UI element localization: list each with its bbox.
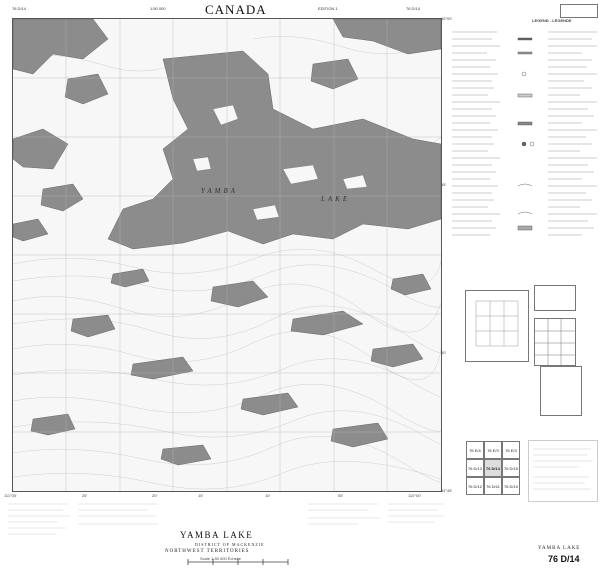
longitude-label-05: 05' (338, 493, 344, 498)
index-cell-se[interactable]: 76 D/10 (502, 477, 520, 495)
legend-title: LEGEND - LÉGENDE (532, 18, 572, 23)
latitude-label-bottom: 64°45' (441, 488, 453, 493)
index-cell-nw[interactable]: 76 E/4 (466, 441, 484, 459)
edition-label: EDITION 1 (318, 6, 338, 11)
territory-label: NORTHWEST TERRITORIES (165, 549, 250, 554)
index-cell-w[interactable]: 76 D/13 (466, 459, 484, 477)
district-label: DISTRICT OF MACKENZIE (195, 542, 265, 547)
map-name-right: YAMBA LAKE (538, 546, 581, 551)
lake-label-lake: LAKE (321, 195, 351, 203)
scale-label: Scale 1:50 000 Échelle (200, 556, 241, 561)
latitude-label-top: 65°00' (441, 16, 453, 21)
lake-label-yamba: YAMBA (201, 187, 239, 195)
index-cell-e[interactable]: 76 D/15 (502, 459, 520, 477)
legend-rows (452, 28, 598, 256)
topographic-map (13, 19, 441, 491)
index-cell-current: 76 D/14 (484, 459, 502, 477)
country-title: CANADA (205, 2, 267, 17)
sheet-number-left: 76 D/14 (12, 6, 27, 11)
scale-note: 1:50 000 (150, 6, 166, 11)
map-area[interactable] (12, 18, 442, 492)
latitude-label-55: 55' (441, 182, 447, 187)
longitude-label-right: 110°00' (408, 493, 422, 498)
grid-reference-box (465, 290, 529, 362)
adjoining-sheets-index (466, 441, 522, 497)
latitude-label-50: 50' (441, 350, 447, 355)
longitude-label-25: 25' (82, 493, 88, 498)
legend-panel (452, 18, 598, 258)
sheet-number-right: 76 D/14 (406, 6, 421, 11)
index-cell-s[interactable]: 76 D/11 (484, 477, 502, 495)
declination-box (560, 4, 598, 18)
map-name-title: YAMBA LAKE (180, 530, 254, 540)
notes-lines (529, 441, 597, 501)
declination-diagram-box (534, 318, 576, 366)
sheet-number-large: 76 D/14 (548, 554, 580, 564)
index-cell-n[interactable]: 76 E/3 (484, 441, 502, 459)
notes-box (528, 440, 598, 502)
declination-diagram (535, 319, 575, 365)
index-cell-sw[interactable]: 76 D/12 (466, 477, 484, 495)
utm-zone-box (534, 285, 576, 311)
longitude-label-10: 10' (265, 493, 271, 498)
grid-reference-diagram (466, 291, 528, 361)
reliability-diagram-box (540, 366, 582, 416)
longitude-label-left: 111°00' (4, 493, 17, 498)
longitude-label-20: 20' (152, 493, 158, 498)
index-cell-ne[interactable]: 76 E/3 (502, 441, 520, 459)
longitude-label-15: 15' (198, 493, 204, 498)
